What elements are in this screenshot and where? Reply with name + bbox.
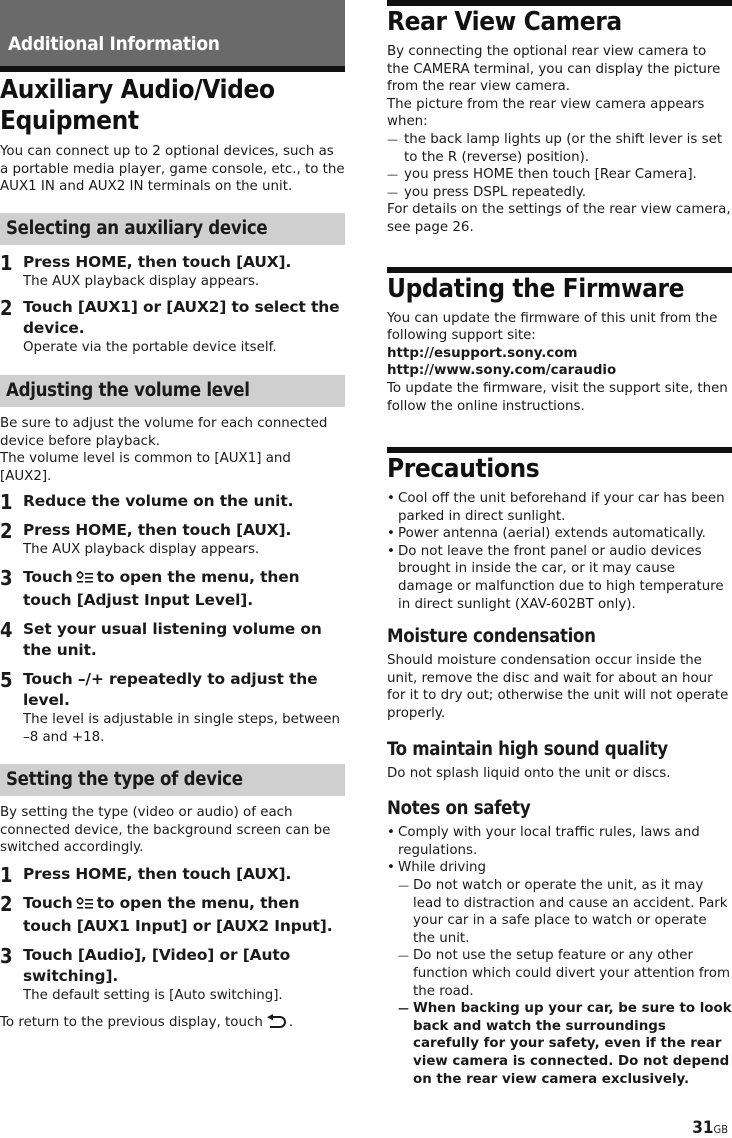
- rear-title: Rear View Camera: [387, 7, 622, 37]
- rear-rule: [387, 0, 732, 6]
- moisture-text: Should moisture condensation occur inside the unit, remove the disc and wait for about an hour for it to dry out; otherwise the unit will not operate properly.: [387, 653, 729, 722]
- step-title: Touch [Audio], [Video] or [Auto switching].: [23, 945, 291, 985]
- step-desc: The AUX playback display appears.: [23, 273, 260, 289]
- options-menu-icon: [76, 569, 94, 590]
- volume-step-5: [0, 669, 345, 746]
- firmware-url-1: http://esupport.sony.com: [387, 345, 578, 361]
- step-number: 2: [0, 296, 13, 321]
- step-number: 1: [0, 250, 13, 275]
- step-title: Set your usual listening volume on the unit.: [23, 619, 322, 659]
- list-item: — you press HOME then touch [Rear Camera].: [387, 166, 732, 184]
- step-number: 5: [0, 667, 13, 692]
- step-number: 1: [0, 862, 13, 887]
- subheading-select-device: [0, 213, 345, 245]
- page-number-value: 31: [692, 1118, 714, 1138]
- list-item: • Do not leave the front panel or audio devices brought in inside the car, or it may cause damage or malfunction due to high temperature in direct sunlight (XAV-602BT only).: [387, 543, 732, 613]
- precautions-list: [387, 490, 732, 613]
- type-step-2: [0, 893, 345, 937]
- step-number: 4: [0, 617, 13, 642]
- firmware-p2: To update the firmware, visit the support site, then follow the online instructions.: [387, 380, 728, 414]
- step-title-pre: Touch: [23, 567, 73, 586]
- safety-sublist: [398, 877, 732, 1088]
- subheading-device-type: [0, 764, 345, 796]
- list-item: • Power antenna (aerial) extends automatically.: [387, 525, 732, 543]
- firmware-p1: You can update the firmware of this unit from the following support site:: [387, 310, 718, 344]
- subheading-volume: [0, 375, 345, 407]
- precautions-title: Precautions: [387, 454, 540, 485]
- type-step-3: [0, 945, 345, 1005]
- step-number: 2: [0, 891, 13, 916]
- return-note: [0, 1014, 345, 1034]
- firmware-url-2: http://www.sony.com/caraudio: [387, 363, 617, 379]
- options-menu-icon: [76, 895, 94, 916]
- quality-text: Do not splash liquid onto the unit or discs.: [387, 765, 671, 781]
- list-item: • While driving: [387, 859, 732, 877]
- list-item: — you press DSPL repeatedly.: [387, 184, 732, 202]
- list-item: — the back lamp lights up (or the shift lever is set to the R (reverse) position).: [387, 131, 732, 166]
- aux-title: Auxiliary Audio/Video Equipment: [0, 75, 275, 136]
- step-title: Press HOME, then touch [AUX].: [23, 864, 292, 883]
- volume-step-4: [0, 619, 345, 661]
- return-note-end: .: [288, 1014, 294, 1030]
- precautions-rule: [387, 447, 732, 453]
- aux-intro: You can connect up to 2 optional devices, such as a portable media player, game console, etc., to the AUX1 IN and AUX2 IN terminals on the unit.: [0, 144, 345, 195]
- step-desc: The default setting is [Auto switching].: [23, 987, 283, 1003]
- banner-title: Additional Information: [8, 33, 220, 55]
- page-number-suffix: GB: [713, 1123, 728, 1136]
- volume-step-1: [0, 490, 345, 515]
- step-desc: Operate via the portable device itself.: [23, 340, 277, 356]
- step-desc: The AUX playback display appears.: [23, 542, 260, 558]
- type-step-1: [0, 864, 345, 885]
- safety-heading: Notes on safety: [387, 798, 531, 820]
- firmware-rule: [387, 267, 732, 273]
- step-title: Press HOME, then touch [AUX].: [23, 252, 292, 271]
- step-title-post: to open the menu, then touch [Adjust Input Level].: [23, 567, 300, 609]
- section-banner: [0, 0, 345, 72]
- step-number: 2: [0, 519, 13, 544]
- volume-intro-1: Be sure to adjust the volume for each connected device before playback.: [0, 415, 328, 449]
- subheading-text: Adjusting the volume level: [6, 379, 250, 401]
- volume-intro-2: The volume level is common to [AUX1] and [AUX2].: [0, 451, 291, 484]
- step-title: Reduce the volume on the unit.: [23, 492, 294, 511]
- step-title: Touch [AUX1] or [AUX2] to select the device.: [23, 298, 340, 338]
- step-number: 3: [0, 943, 13, 968]
- moisture-heading: Moisture condensation: [387, 626, 596, 648]
- step-title: [23, 567, 345, 611]
- rear-list: [387, 131, 732, 201]
- safety-list: [387, 824, 732, 877]
- subheading-text: Setting the type of device: [6, 769, 243, 791]
- right-column: [387, 0, 732, 1088]
- rear-p1: By connecting the optional rear view camera to the CAMERA terminal, you can display the picture from the rear view camera.: [387, 44, 721, 95]
- rear-p2: The picture from the rear view camera appears when:: [387, 96, 705, 130]
- step-title-post: to open the menu, then touch [AUX1 Input] or [AUX2 Input].: [23, 893, 333, 935]
- rear-p3: For details on the settings of the rear view camera, see page 26.: [387, 202, 731, 235]
- page-number: [692, 1118, 728, 1138]
- list-item-bold: — When backing up your car, be sure to look back and watch the surroundings carefully for your safety, even if the rear view camera is connected. Do not depend on the rear view camera exclusively.: [398, 1000, 732, 1088]
- step-title-pre: Touch: [23, 893, 73, 912]
- step-title: Touch –/+ repeatedly to adjust the level.: [23, 669, 318, 709]
- list-item: — Do not watch or operate the unit, as it may lead to distraction and cause an accident. Park your car in a safe place to watch or operate the unit.: [398, 877, 732, 947]
- quality-heading: To maintain high sound quality: [387, 738, 668, 760]
- step-number: 1: [0, 490, 13, 515]
- back-icon: [265, 1014, 287, 1034]
- step-desc: The level is adjustable in single steps, between –8 and +18.: [23, 711, 340, 745]
- return-note-text: To return to the previous display, touch: [0, 1014, 263, 1030]
- select-step-2: [0, 297, 345, 357]
- step-title: [23, 893, 345, 937]
- list-item: • Comply with your local traffic rules, laws and regulations.: [387, 824, 732, 859]
- step-number: 3: [0, 565, 13, 590]
- volume-step-2: [0, 520, 345, 559]
- volume-step-3: [0, 567, 345, 611]
- type-intro: By setting the type (video or audio) of each connected device, the background screen can be switched accordingly.: [0, 805, 331, 856]
- list-item: — Do not use the setup feature or any other function which could divert your attention from the road.: [398, 947, 732, 1000]
- left-column: [0, 0, 345, 1033]
- list-item: • Cool off the unit beforehand if your car has been parked in direct sunlight.: [387, 490, 732, 525]
- subheading-text: Selecting an auxiliary device: [6, 217, 268, 239]
- select-step-1: [0, 252, 345, 291]
- step-title: Press HOME, then touch [AUX].: [23, 521, 292, 540]
- firmware-title: Updating the Firmware: [387, 273, 685, 304]
